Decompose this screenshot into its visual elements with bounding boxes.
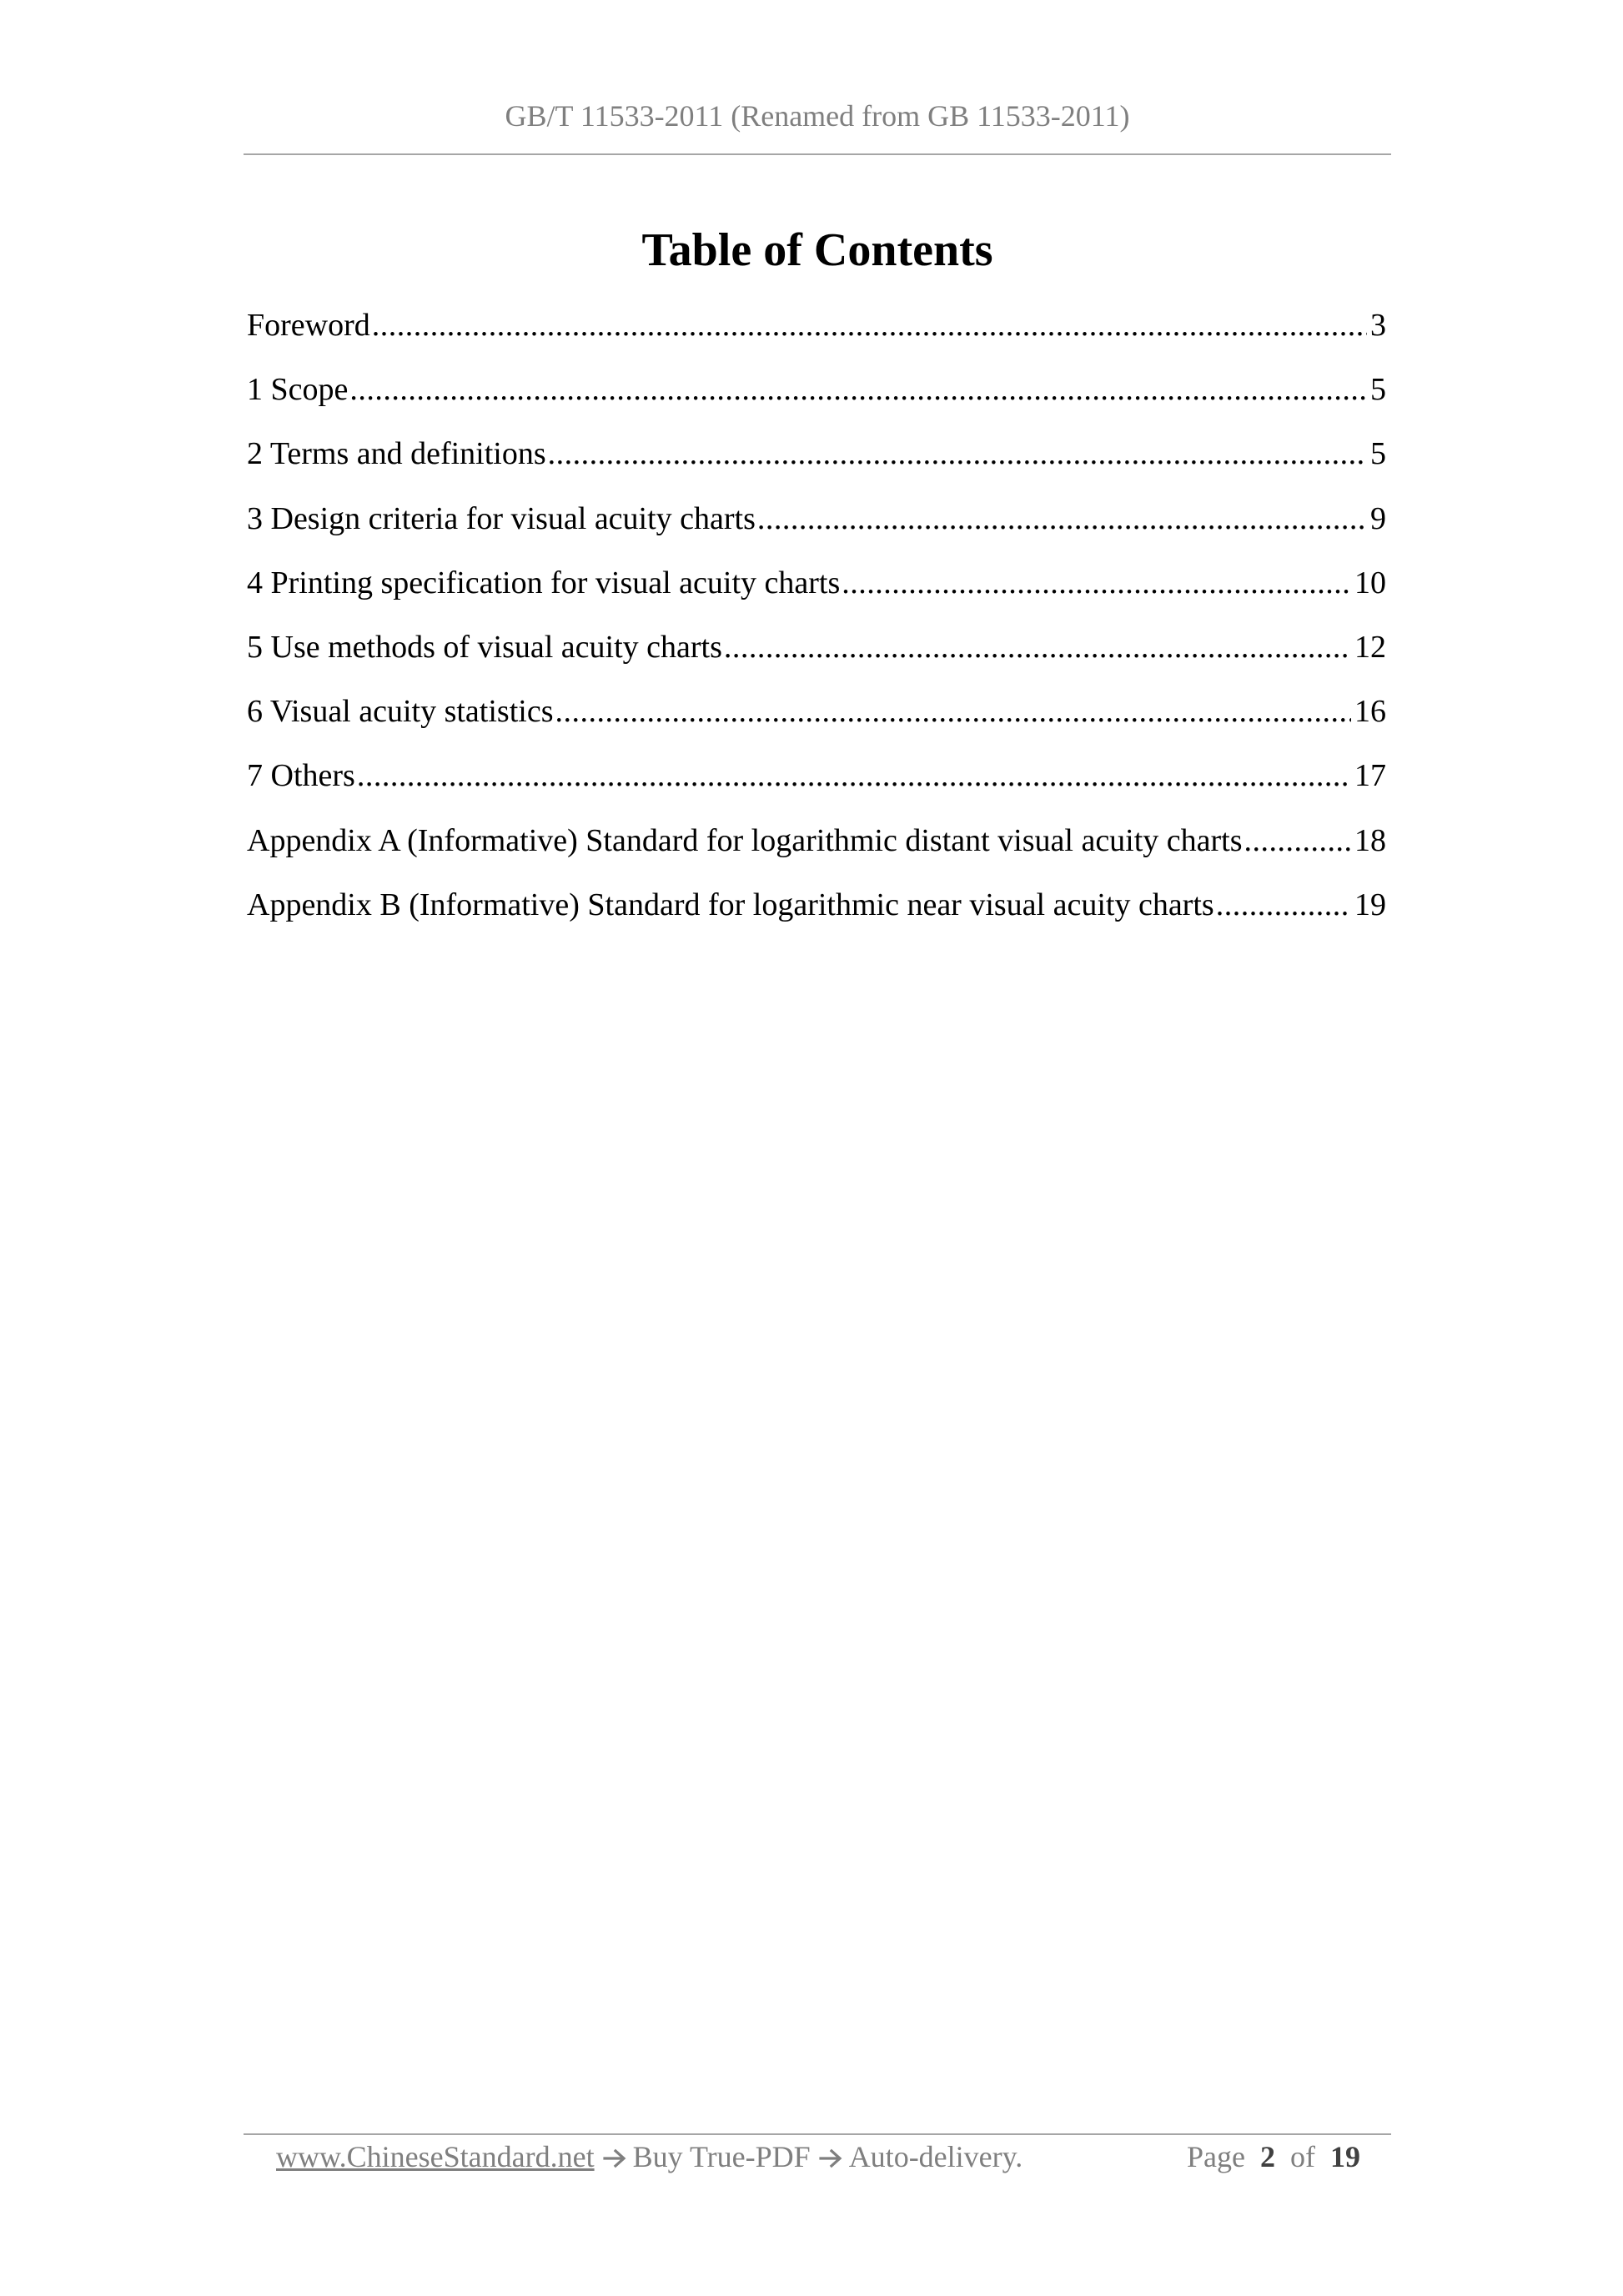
- toc-leader-dots: [1244, 816, 1351, 866]
- toc-entry-page: 10: [1354, 565, 1386, 600]
- toc-entry-foreword[interactable]: [247, 300, 1386, 364]
- toc-entry-page: 12: [1354, 629, 1386, 665]
- toc-leader-dots: [842, 558, 1351, 608]
- page-word: Page: [1187, 2140, 1245, 2173]
- toc-leader-dots: [555, 686, 1351, 736]
- running-header: GB/T 11533-2011 (Renamed from GB 11533-2011): [505, 99, 1130, 133]
- toc-entry-page: 17: [1354, 758, 1386, 794]
- toc-entry-page: 9: [1370, 500, 1386, 536]
- footer-delivery-text: Auto-delivery.: [848, 2140, 1023, 2173]
- toc-entry-page: 16: [1354, 694, 1386, 730]
- toc-leader-dots: [357, 751, 1351, 801]
- toc-leader-dots: [372, 300, 1367, 350]
- current-page-number: 2: [1259, 2140, 1275, 2173]
- toc-entry-page: 19: [1354, 887, 1386, 922]
- toc-entry-label: Foreword: [247, 308, 370, 343]
- toc-entry-scope[interactable]: [247, 364, 1386, 429]
- toc-title: Table of Contents: [641, 224, 993, 276]
- right-arrow-icon: [603, 2148, 628, 2168]
- toc-leader-dots: [757, 494, 1367, 544]
- toc-entry-terms[interactable]: [247, 429, 1386, 493]
- toc-entry-label: 3 Design criteria for visual acuity charts: [247, 500, 756, 536]
- toc-entry-printing-specification[interactable]: [247, 558, 1386, 622]
- website-link[interactable]: www.ChineseStandard.net: [276, 2140, 595, 2173]
- toc-entry-label: Appendix B (Informative) Standard for logarithmic near visual acuity charts: [247, 887, 1214, 922]
- toc-entry-label: 5 Use methods of visual acuity charts: [247, 629, 722, 665]
- toc-entry-use-methods[interactable]: [247, 622, 1386, 686]
- toc-entry-appendix-a[interactable]: [247, 816, 1386, 880]
- toc-entry-page: 5: [1370, 372, 1386, 408]
- toc-entry-page: 18: [1354, 822, 1386, 858]
- page-footer: [276, 2133, 1360, 2180]
- toc-leader-dots: [1216, 880, 1351, 930]
- footer-promo: [276, 2133, 1023, 2180]
- toc-list: [247, 300, 1386, 944]
- toc-entry-label: 4 Printing specification for visual acuity charts: [247, 565, 841, 600]
- toc-leader-dots: [548, 429, 1367, 479]
- header-divider: [244, 153, 1391, 155]
- toc-entry-label: 1 Scope: [247, 372, 349, 408]
- toc-entry-statistics[interactable]: [247, 686, 1386, 751]
- toc-entry-label: Appendix A (Informative) Standard for logarithmic distant visual acuity charts: [247, 822, 1243, 858]
- right-arrow-icon: [819, 2148, 844, 2168]
- toc-entry-label: 6 Visual acuity statistics: [247, 694, 554, 730]
- toc-entry-appendix-b[interactable]: [247, 880, 1386, 944]
- page-number: [1187, 2133, 1360, 2180]
- toc-entry-page: 3: [1370, 308, 1386, 343]
- toc-leader-dots: [724, 622, 1351, 672]
- footer-buy-text: Buy True-PDF: [632, 2140, 811, 2173]
- total-pages-number: 19: [1329, 2140, 1360, 2173]
- toc-entry-others[interactable]: [247, 751, 1386, 815]
- toc-entry-label: 2 Terms and definitions: [247, 436, 546, 472]
- toc-leader-dots: [349, 364, 1367, 414]
- toc-entry-design-criteria[interactable]: [247, 494, 1386, 558]
- toc-entry-label: 7 Others: [247, 758, 355, 794]
- of-word: of: [1289, 2140, 1315, 2173]
- toc-entry-page: 5: [1370, 436, 1386, 472]
